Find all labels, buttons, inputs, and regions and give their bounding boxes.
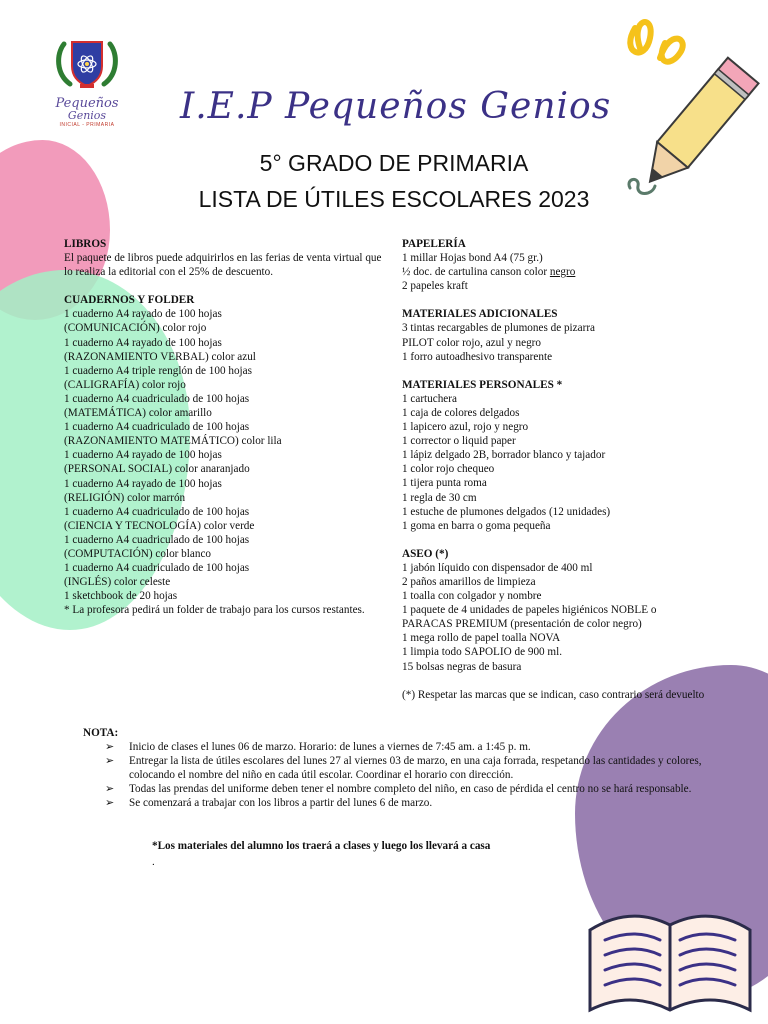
logo-subtitle: INICIAL - PRIMARIA bbox=[59, 122, 115, 128]
nota-item-text: Todas las prendas del uniforme deben tener el nombre completo del niño, en caso de pérdida el centro no se hará responsable. bbox=[129, 783, 692, 795]
folder-note: * La profesora pedirá un folder de trabajo para los cursos restantes. bbox=[64, 604, 365, 617]
right-column bbox=[402, 237, 732, 702]
list-item bbox=[402, 265, 732, 279]
list-item: (CALIGRAFÍA) color rojo bbox=[64, 378, 186, 391]
list-item: (COMPUTACIÓN) color blanco bbox=[64, 547, 212, 560]
pencil-icon bbox=[600, 8, 760, 208]
nota-section bbox=[83, 726, 723, 810]
list-item: 1 caja de colores delgados bbox=[402, 406, 520, 419]
list-item: 1 cuaderno A4 rayado de 100 hojas bbox=[64, 308, 222, 321]
list-item bbox=[105, 782, 723, 796]
arrow-bullet-icon: ➢ bbox=[105, 741, 115, 753]
cuadernos-list bbox=[64, 307, 384, 603]
school-logo bbox=[48, 36, 126, 128]
adicionales-heading: MATERIALES ADICIONALES bbox=[402, 308, 558, 321]
list-item-text: ½ doc. de cartulina canson color bbox=[402, 266, 550, 279]
list-item: 1 cuaderno A4 rayado de 100 hojas bbox=[64, 336, 222, 349]
list-item: 1 toalla con colgador y nombre bbox=[402, 590, 542, 603]
list-item: 1 limpia todo SAPOLIO de 900 ml. bbox=[402, 646, 563, 659]
list-item: 3 tintas recargables de plumones de pizarra bbox=[402, 322, 596, 335]
nota-list bbox=[83, 740, 723, 810]
list-item: (RAZONAMIENTO VERBAL) color azul bbox=[64, 350, 256, 363]
list-item: (INGLÉS) color celeste bbox=[64, 576, 171, 589]
list-item: 1 color rojo chequeo bbox=[402, 463, 495, 476]
libros-heading: LIBROS bbox=[64, 238, 107, 250]
list-item: 1 corrector o liquid paper bbox=[402, 435, 516, 448]
arrow-bullet-icon: ➢ bbox=[105, 797, 115, 809]
list-item bbox=[105, 754, 723, 782]
list-item: 1 millar Hojas bond A4 (75 gr.) bbox=[402, 252, 543, 265]
list-item: 1 cartuchera bbox=[402, 392, 457, 405]
final-dot: . bbox=[152, 856, 155, 868]
list-title: LISTA DE ÚTILES ESCOLARES 2023 bbox=[198, 186, 590, 212]
logo-name-line1: Pequeños bbox=[55, 96, 119, 111]
list-item: 1 mega rollo de papel toalla NOVA bbox=[402, 632, 561, 645]
list-item: 1 goma en barra o goma pequeña bbox=[402, 519, 551, 532]
list-item: 15 bolsas negras de basura bbox=[402, 660, 522, 673]
aseo-note: (*) Respetar las marcas que se indican, caso contrario será devuelto bbox=[402, 688, 705, 701]
list-item: 1 cuaderno A4 cuadriculado de 100 hojas bbox=[64, 392, 250, 405]
list-item: (COMUNICACIÓN) color rojo bbox=[64, 322, 207, 335]
aseo-heading: ASEO (*) bbox=[402, 547, 449, 560]
list-item: 1 cuaderno A4 cuadriculado de 100 hojas bbox=[64, 533, 250, 546]
logo-name-line2: Genios bbox=[67, 109, 107, 122]
list-item: 1 sketchbook de 20 hojas bbox=[64, 590, 178, 603]
list-item: 1 cuaderno A4 cuadriculado de 100 hojas bbox=[64, 505, 250, 518]
list-item: 1 forro autoadhesivo transparente bbox=[402, 350, 553, 363]
list-item bbox=[105, 796, 723, 810]
list-item: 2 papeles kraft bbox=[402, 280, 468, 293]
libros-text: El paquete de libros puede adquirirlos en las ferias de venta virtual que lo realiza la editorial con el 25% de descuento. bbox=[64, 252, 382, 279]
school-name: I.E.P Pequeños Genios bbox=[180, 86, 612, 127]
nota-item-text: Inicio de clases el lunes 06 de marzo. Horario: de lunes a viernes de 7:45 am. a 1:45 p. m. bbox=[129, 741, 531, 753]
list-item: 1 lápiz delgado 2B, borrador blanco y tajador bbox=[402, 449, 606, 462]
list-item: PARACAS PREMIUM (presentación de color negro) bbox=[402, 618, 642, 631]
nota-item-text: Se comenzará a trabajar con los libros a partir del lunes 6 de marzo. bbox=[129, 797, 433, 809]
nota-item-text: Entregar la lista de útiles escolares del lunes 27 al viernes 03 de marzo, en una caja forrada, respetando las cantidades y colores, colocando el nombre del niño en cada útil escolar. Coordinar el horario con dirección. bbox=[129, 755, 702, 781]
list-item: 1 regla de 30 cm bbox=[402, 491, 477, 504]
list-item: PILOT color rojo, azul y negro bbox=[402, 336, 541, 349]
list-item: (PERSONAL SOCIAL) color anaranjado bbox=[64, 463, 250, 476]
list-item: 1 cuaderno A4 rayado de 100 hojas bbox=[64, 449, 222, 462]
personales-heading: MATERIALES PERSONALES * bbox=[402, 378, 563, 391]
list-item: 1 cuaderno A4 triple renglón de 100 hojas bbox=[64, 364, 252, 377]
nota-title: NOTA: bbox=[83, 727, 119, 739]
list-item: (RAZONAMIENTO MATEMÁTICO) color lila bbox=[64, 435, 282, 448]
school-crest-icon bbox=[52, 36, 122, 92]
list-item: 1 cuaderno A4 rayado de 100 hojas bbox=[64, 477, 222, 490]
list-item: 2 paños amarillos de limpieza bbox=[402, 575, 536, 588]
list-item: 1 estuche de plumones delgados (12 unidades) bbox=[402, 505, 611, 518]
final-note: *Los materiales del alumno los traerá a clases y luego los llevará a casa bbox=[152, 840, 491, 852]
list-item: 1 cuaderno A4 cuadriculado de 100 hojas bbox=[64, 421, 250, 434]
list-item: 1 tijera punta roma bbox=[402, 477, 487, 490]
list-item: (CIENCIA Y TECNOLOGÍA) color verde bbox=[64, 519, 255, 532]
list-item bbox=[105, 740, 723, 754]
arrow-bullet-icon: ➢ bbox=[105, 755, 115, 767]
list-item: (MATEMÁTICA) color amarillo bbox=[64, 407, 212, 420]
papeleria-heading: PAPELERÍA bbox=[402, 238, 466, 250]
list-item: 1 paquete de 4 unidades de papeles higiénicos NOBLE o bbox=[402, 604, 657, 617]
list-item: 1 lapicero azul, rojo y negro bbox=[402, 421, 529, 434]
list-item: 1 jabón líquido con dispensador de 400 ml bbox=[402, 561, 593, 574]
list-item: 1 cuaderno A4 cuadriculado de 100 hojas bbox=[64, 562, 250, 575]
arrow-bullet-icon: ➢ bbox=[105, 783, 115, 795]
open-book-icon bbox=[580, 880, 760, 1020]
left-column bbox=[64, 237, 384, 617]
list-item: (RELIGIÓN) color marrón bbox=[64, 491, 186, 504]
cuadernos-heading: CUADERNOS Y FOLDER bbox=[64, 294, 195, 307]
grade-title: 5° GRADO DE PRIMARIA bbox=[259, 150, 529, 176]
underlined-color: negro bbox=[549, 266, 576, 279]
